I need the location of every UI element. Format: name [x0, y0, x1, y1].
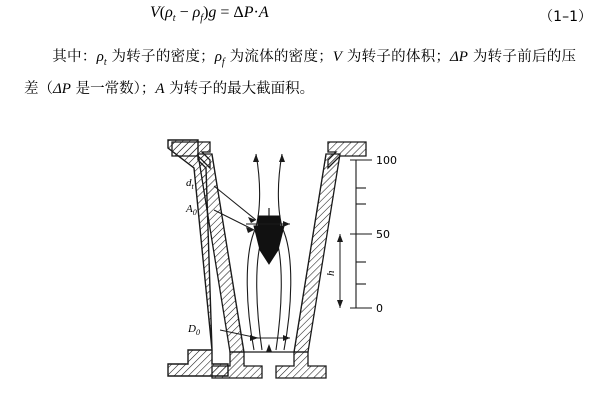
symbol-rho-t-sub: t [103, 56, 107, 68]
scale-label-100: 100 [376, 154, 397, 167]
scale-label-50: 50 [376, 228, 390, 241]
text-v: 为转子的体积； [346, 49, 450, 65]
symbol-delta-p-2: ΔP [53, 80, 71, 97]
paragraph-lead: 其中： [52, 49, 97, 65]
scale-axis [350, 160, 372, 308]
formula-row [0, 4, 600, 30]
label-d-0: $D_0$ [188, 323, 200, 337]
text-rho-f: 为流体的密度； [229, 49, 333, 65]
scale-label-0: 0 [376, 302, 383, 315]
symbol-rho-f: ρ [214, 49, 222, 65]
text-delta-p-1: 为转子前后的压差（ [24, 49, 577, 97]
symbol-rho-t: ρ [96, 49, 104, 65]
text-delta-p-2: 是一常数）； [75, 80, 156, 97]
symbol-rho-f-sub: f [221, 56, 225, 68]
symbol-a: A [155, 80, 165, 97]
label-a-0: $A_0$ [186, 203, 197, 217]
symbol-v: V [332, 49, 342, 65]
height-dimension [337, 234, 343, 308]
explanatory-paragraph [24, 44, 576, 102]
label-d-t: $d_t$ [186, 177, 194, 191]
label-h: h [325, 270, 337, 276]
rotameter-figure [150, 138, 450, 396]
symbol-delta-p-1: ΔP [450, 49, 468, 65]
bottom-flange [212, 352, 326, 378]
equation: $V(\rho_t - \rho_f)g = \Delta P\cdot A$ [150, 4, 269, 25]
text-rho-t: 为转子的密度； [111, 49, 215, 65]
equation-number: （1–1） [539, 9, 592, 25]
rotameter-svg [150, 138, 450, 396]
text-a: 为转子的最大截面积。 [169, 80, 315, 97]
